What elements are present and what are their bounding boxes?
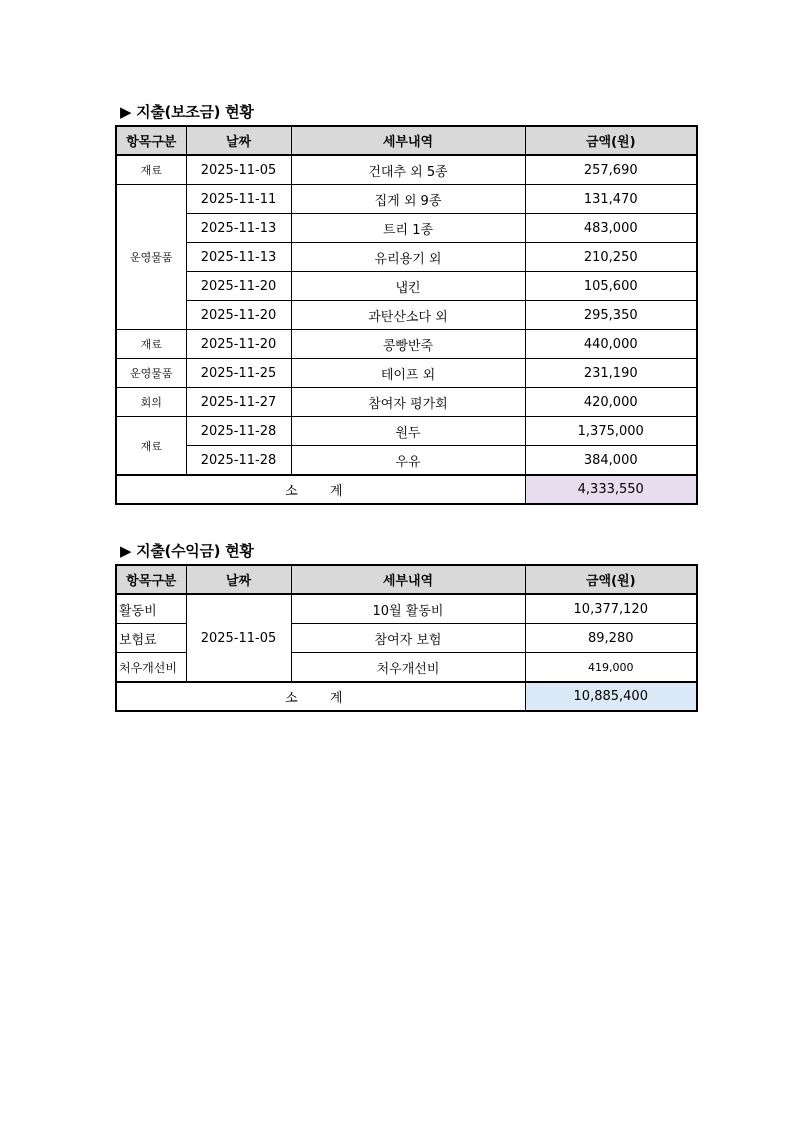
detail-cell: 처우개선비 — [291, 653, 525, 683]
detail-cell: 우유 — [291, 446, 525, 476]
table-row — [116, 272, 697, 301]
detail-cell: 10월 활동비 — [291, 594, 525, 624]
amount-cell: 210,250 — [525, 243, 697, 272]
header-category: 항목구분 — [116, 565, 186, 594]
table-row — [116, 185, 697, 214]
revenue-expense-table — [115, 564, 698, 712]
header-amount: 금액(원) — [525, 126, 697, 155]
date-cell: 2025-11-05 — [186, 594, 291, 682]
table-row — [116, 330, 697, 359]
date-cell: 2025-11-28 — [186, 417, 291, 446]
detail-cell: 콩빵반죽 — [291, 330, 525, 359]
amount-cell: 10,377,120 — [525, 594, 697, 624]
detail-cell: 냅킨 — [291, 272, 525, 301]
amount-cell: 89,280 — [525, 624, 697, 653]
header-date: 날짜 — [186, 565, 291, 594]
category-cell: 운영물품 — [116, 185, 186, 330]
date-cell: 2025-11-13 — [186, 214, 291, 243]
header-date: 날짜 — [186, 126, 291, 155]
subtotal-row — [116, 682, 697, 711]
table-row — [116, 359, 697, 388]
table-row — [116, 388, 697, 417]
date-cell: 2025-11-11 — [186, 185, 291, 214]
date-cell: 2025-11-20 — [186, 330, 291, 359]
amount-cell: 440,000 — [525, 330, 697, 359]
amount-cell: 295,350 — [525, 301, 697, 330]
detail-cell: 유리용기 외 — [291, 243, 525, 272]
detail-cell: 참여자 평가회 — [291, 388, 525, 417]
category-cell: 보험료 — [116, 624, 186, 653]
category-cell: 활동비 — [116, 594, 186, 624]
amount-cell: 384,000 — [525, 446, 697, 476]
table-row — [116, 301, 697, 330]
table-row — [116, 243, 697, 272]
date-cell: 2025-11-05 — [186, 155, 291, 185]
category-cell: 재료 — [116, 155, 186, 185]
detail-cell: 원두 — [291, 417, 525, 446]
amount-cell: 419,000 — [525, 653, 697, 683]
amount-cell: 1,375,000 — [525, 417, 697, 446]
detail-cell: 참여자 보험 — [291, 624, 525, 653]
detail-cell: 건대추 외 5종 — [291, 155, 525, 185]
category-cell: 재료 — [116, 417, 186, 476]
date-cell: 2025-11-20 — [186, 301, 291, 330]
category-cell: 처우개선비 — [116, 653, 186, 683]
category-cell: 재료 — [116, 330, 186, 359]
table-row — [116, 417, 697, 446]
category-cell: 회의 — [116, 388, 186, 417]
table-row — [116, 214, 697, 243]
section-title-subsidy: ▶ 지출(보조금) 현황 — [120, 103, 254, 121]
subtotal-label: 소 계 — [116, 475, 525, 504]
detail-cell: 트리 1종 — [291, 214, 525, 243]
date-cell: 2025-11-20 — [186, 272, 291, 301]
detail-cell: 테이프 외 — [291, 359, 525, 388]
amount-cell: 231,190 — [525, 359, 697, 388]
section-title-revenue: ▶ 지출(수익금) 현황 — [120, 542, 254, 560]
header-category: 항목구분 — [116, 126, 186, 155]
date-cell: 2025-11-25 — [186, 359, 291, 388]
subtotal-label: 소 계 — [116, 682, 525, 711]
table-row — [116, 155, 697, 185]
date-cell: 2025-11-13 — [186, 243, 291, 272]
detail-cell: 집게 외 9종 — [291, 185, 525, 214]
category-cell: 운영물품 — [116, 359, 186, 388]
table-header-row — [116, 126, 697, 155]
date-cell: 2025-11-28 — [186, 446, 291, 476]
header-amount: 금액(원) — [525, 565, 697, 594]
amount-cell: 105,600 — [525, 272, 697, 301]
table-row — [116, 594, 697, 624]
subtotal-row — [116, 475, 697, 504]
subtotal-amount: 4,333,550 — [525, 475, 697, 504]
amount-cell: 131,470 — [525, 185, 697, 214]
amount-cell: 257,690 — [525, 155, 697, 185]
header-detail: 세부내역 — [291, 126, 525, 155]
header-detail: 세부내역 — [291, 565, 525, 594]
amount-cell: 420,000 — [525, 388, 697, 417]
subsidy-expense-table — [115, 125, 698, 505]
table-row — [116, 446, 697, 476]
table-header-row — [116, 565, 697, 594]
amount-cell: 483,000 — [525, 214, 697, 243]
date-cell: 2025-11-27 — [186, 388, 291, 417]
subtotal-amount: 10,885,400 — [525, 682, 697, 711]
detail-cell: 과탄산소다 외 — [291, 301, 525, 330]
